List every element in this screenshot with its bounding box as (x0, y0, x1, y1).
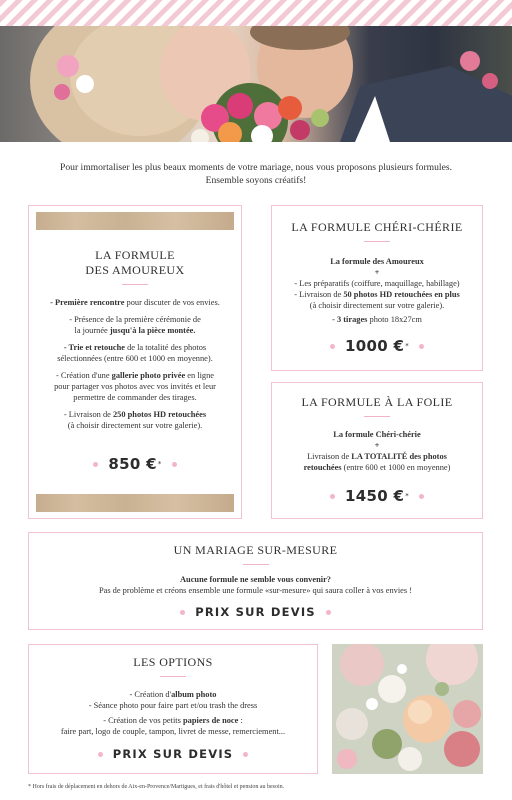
kraft-paper-band-top (36, 212, 234, 230)
amoureux-title-line-2: DES AMOUREUX (85, 263, 185, 277)
card-les-options (28, 644, 318, 774)
cheri-price (272, 337, 482, 355)
footnote: * Hors frais de déplacement en dehors de Aix-en-Provence/Martigues, et frais d'hôtel et pension au besoin. (28, 784, 285, 790)
pink-dot-icon (172, 462, 177, 467)
options-line-4: faire part, logo de couple, tampon, livret de messe, remerciement... (60, 727, 286, 736)
card-mariage-sur-mesure (28, 532, 483, 630)
hero-wedding-photo (0, 26, 512, 142)
amoureux-item-3: - Trie et retouche de la totalité des photos sélectionnées (entre 600 et 1000 en moyenne). (57, 343, 213, 363)
intro-line-2: Ensemble soyons créatifs! (205, 174, 307, 186)
bouquet-flowers-illustration (332, 644, 483, 774)
cheri-line-2: - Livraison de 50 photos HD retouchées en plus (294, 290, 460, 299)
pink-dot-icon (419, 494, 424, 499)
pink-dot-icon (330, 494, 335, 499)
mesure-title: UN MARIAGE SUR-MESURE (173, 543, 338, 557)
cheri-base-formula: La formule des Amoureux (330, 257, 424, 266)
mesure-details (29, 574, 482, 596)
folie-line-2: retouchées (entre 600 et 1000 en moyenne) (303, 463, 451, 472)
amoureux-item-4: - Création d'une gallerie photo privée en ligne pour partager vos photos avec vos invités et leur permettre de commander des tirages. (54, 371, 216, 402)
wedding-couple-illustration (0, 26, 512, 142)
title-divider (122, 284, 148, 285)
options-price-value: PRIX SUR DEVIS (112, 747, 234, 761)
folie-base-formula: La formule Chéri-chérie (333, 430, 421, 439)
price-asterisk: * (405, 492, 410, 500)
title-divider (160, 676, 186, 677)
amoureux-details (29, 297, 241, 431)
cheri-plus: + (374, 268, 380, 277)
pink-dot-icon (326, 610, 331, 615)
folie-price-value: 1450 € (344, 487, 405, 505)
options-title: LES OPTIONS (133, 655, 213, 669)
folie-line-1: Livraison de LA TOTALITÉ des photos (307, 452, 447, 461)
amoureux-item-1: - Première rencontre pour discuter de vos envies. (50, 298, 220, 307)
folie-title: LA FORMULE À LA FOLIE (301, 395, 453, 409)
intro-text (20, 162, 492, 187)
pink-dot-icon (243, 752, 248, 757)
mesure-line-2: Pas de problème et créons ensemble une formule «sur-mesure» qui saura coller à vos envies ! (98, 586, 413, 595)
options-line-3: - Création de vos petits papiers de noce : (103, 716, 243, 725)
pink-dot-icon (98, 752, 103, 757)
amoureux-price (29, 455, 241, 473)
price-asterisk: * (405, 342, 410, 350)
cheri-details (272, 256, 482, 325)
top-stripe-banner (0, 0, 512, 26)
pink-dot-icon (93, 462, 98, 467)
card-formule-cheri-cherie (271, 205, 483, 371)
cheri-line-1: - Les préparatifs (coiffure, maquillage, habillage) (294, 279, 460, 288)
title-divider (243, 564, 269, 565)
amoureux-title-line-1: LA FORMULE (95, 248, 175, 262)
price-asterisk: * (157, 460, 162, 468)
options-line-1: - Création d'album photo (129, 690, 217, 699)
pink-dot-icon (330, 344, 335, 349)
cheri-line-3: (à choisir directement sur votre galerie). (309, 301, 445, 310)
mesure-line-1: Aucune formule ne semble vous convenir? (180, 575, 331, 584)
kraft-paper-band-bottom (36, 494, 234, 512)
card-formule-a-la-folie (271, 382, 483, 519)
options-line-2: - Séance photo pour faire part et/ou trash the dress (88, 701, 258, 710)
amoureux-price-value: 850 € (108, 455, 157, 473)
amoureux-item-2: - Présence de la première cérémonie de la journée jusqu'à la pièce montée. (69, 315, 201, 335)
title-divider (364, 416, 390, 417)
options-details (29, 689, 317, 737)
folie-plus: + (374, 441, 380, 450)
amoureux-title (29, 248, 241, 278)
folie-details (272, 429, 482, 473)
amoureux-item-5: - Livraison de 250 photos HD retouchées (à choisir directement sur votre galerie). (63, 410, 207, 430)
folie-price (272, 487, 482, 505)
pink-dot-icon (180, 610, 185, 615)
title-divider (364, 241, 390, 242)
card-formule-amoureux (28, 205, 242, 519)
mesure-price-value: PRIX SUR DEVIS (195, 605, 316, 619)
options-price (29, 747, 317, 761)
bouquet-photo (332, 644, 483, 774)
intro-line-1: Pour immortaliser les plus beaux moments de votre mariage, nous vous proposons plusieurs formules. (60, 162, 452, 173)
cheri-price-value: 1000 € (344, 337, 405, 355)
cheri-line-4: - 3 tirages photo 18x27cm (332, 315, 422, 324)
mesure-price (29, 605, 482, 619)
pink-dot-icon (419, 344, 424, 349)
cheri-title: LA FORMULE CHÉRI-CHÉRIE (291, 220, 463, 234)
